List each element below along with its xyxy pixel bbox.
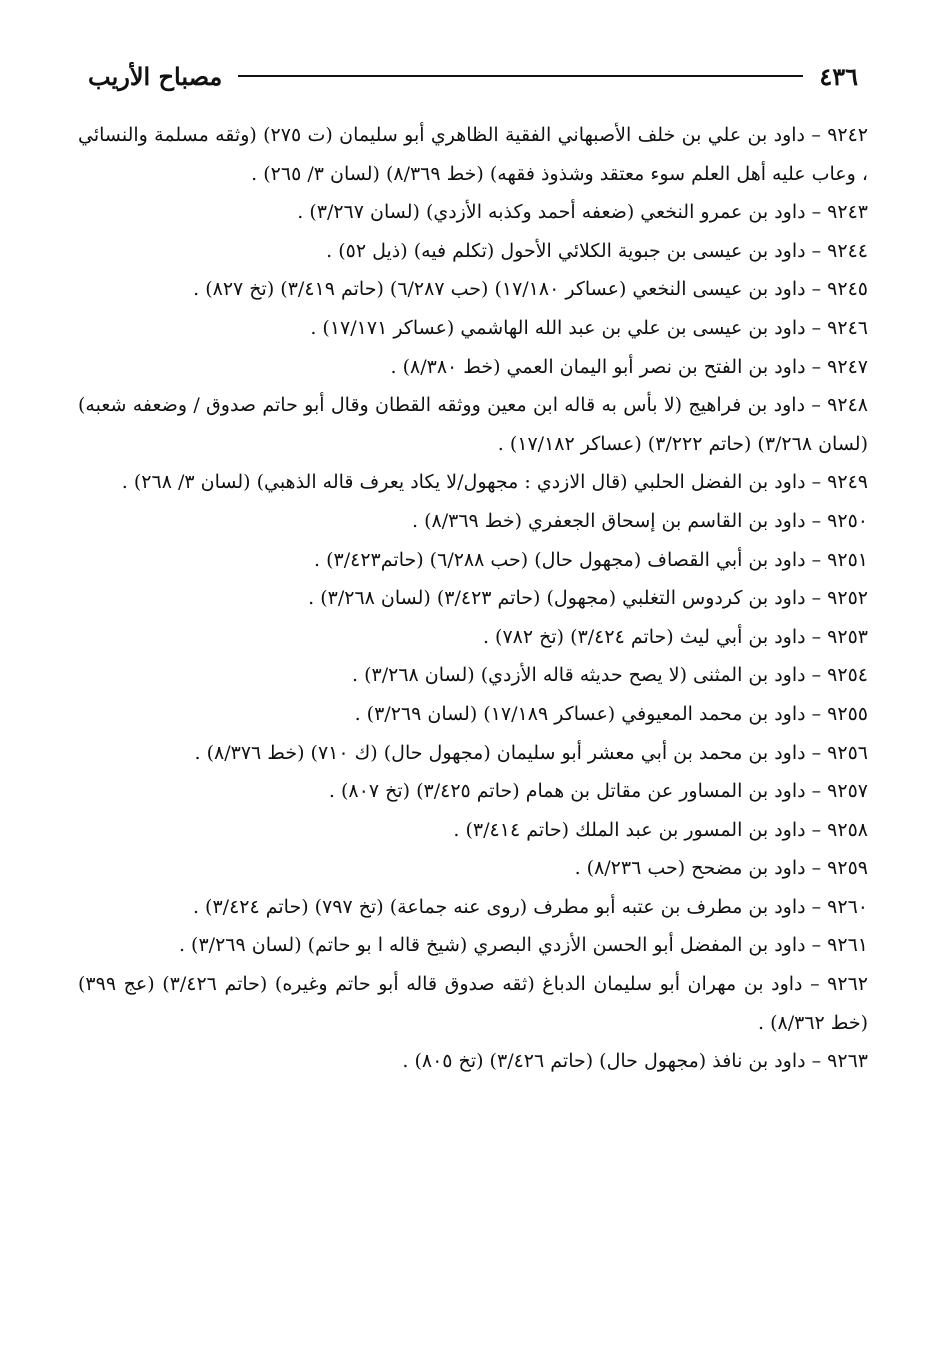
entry-9259: ٩٢٥٩ – داود بن مضحح (حب ٨/٢٣٦) . (574, 857, 868, 880)
entry-9245: ٩٢٤٥ – داود بن عيسى النخعي (عساكر ١٧/١٨٠) (حب ٦/٢٨٧) (حاتم ٣/٤١٩) (تخ ٨٢٧) . (193, 278, 868, 301)
entry-9263: ٩٢٦٣ – داود بن نافذ (مجهول حال) (حاتم ٣/٤٢٦) (تخ ٨٠٥) . (402, 1050, 868, 1073)
entry-9261: ٩٢٦١ – داود بن المفضل أبو الحسن الأزدي البصري (شيخ قاله ا بو حاتم) (لسان ٣/٢٦٩) . (178, 934, 868, 957)
entry-9250: ٩٢٥٠ – داود بن القاسم بن إسحاق الجعفري (خط ٨/٣٦٩) . (412, 509, 868, 532)
entry-9258: ٩٢٥٨ – داود بن المسور بن عبد الملك (حاتم ٣/٤١٤) . (453, 818, 868, 841)
entry-9251: ٩٢٥١ – داود بن أبي القصاف (مجهول حال) (حب ٦/٢٨٨) (حاتم٣/٤٢٣) . (314, 548, 868, 571)
entry-9253: ٩٢٥٣ – داود بن أبي ليث (حاتم ٣/٤٢٤) (تخ ٧٨٢) . (482, 625, 868, 648)
entry-9242: ٩٢٤٢ – داود بن علي بن خلف الأصبهاني الفقية الظاهري أبو سليمان (ت ٢٧٥) (وثقه مسلمة والنسائي ، وعاب عليه أهل العلم سوء معتقد وشذوذ فقهه) (خط ٨/٣٦٩) (لسان ٣/ ٢٦٥) . (78, 124, 869, 185)
running-header (88, 56, 858, 96)
entry-9248: ٩٢٤٨ – داود بن فراهيج (لا بأس به قاله ابن معين ووثقه القطان وقال أبو حاتم صدوق / وضعفه شعبه) (لسان ٣/٢٦٨) (حاتم ٣/٢٢٢) (عساكر ١٧/١٨٢) . (78, 394, 868, 455)
entries-list (78, 116, 868, 1081)
header-rule (238, 75, 803, 77)
entry-9247: ٩٢٤٧ – داود بن الفتح بن نصر أبو اليمان العمي (خط ٨/٣٨٠) . (390, 355, 868, 378)
entry-9256: ٩٢٥٦ – داود بن محمد بن أبي معشر أبو سليمان (مجهول حال) (ك ٧١٠) (خط ٨/٣٧٦) . (194, 741, 868, 764)
entry-9252: ٩٢٥٢ – داود بن كردوس التغلبي (مجهول) (حاتم ٣/٤٢٣) (لسان ٣/٢٦٨) . (308, 587, 868, 610)
entry-9249: ٩٢٤٩ – داود بن الفضل الحلبي (قال الازدي : مجهول/لا يكاد يعرف قاله الذهبي) (لسان ٣/ ٢٦٨) . (121, 471, 868, 494)
entry-9257: ٩٢٥٧ – داود بن المساور عن مقاتل بن همام (حاتم ٣/٤٢٥) (تخ ٨٠٧) . (328, 780, 868, 803)
entry-9254: ٩٢٥٤ – داود بن المثنى (لا يصح حديثه قاله الأزدي) (لسان ٣/٢٦٨) . (352, 664, 868, 687)
entry-9243: ٩٢٤٣ – داود بن عمرو النخعي (ضعفه أحمد وكذبه الأزدي) (لسان ٣/٢٦٧) . (297, 201, 868, 224)
book-title: مصباح الأريب (88, 61, 223, 91)
entry-9260: ٩٢٦٠ – داود بن مطرف بن عتبه أبو مطرف (روى عنه جماعة) (تخ ٧٩٧) (حاتم ٣/٤٢٤) . (192, 895, 868, 918)
entry-9255: ٩٢٥٥ – داود بن محمد المعيوفي (عساكر ١٧/١٨٩) (لسان ٣/٢٦٩) . (354, 702, 868, 725)
entry-9246: ٩٢٤٦ – داود بن عيسى بن علي بن عبد الله الهاشمي (عساكر ١٧/١٧١) . (310, 316, 868, 339)
page-number: ٤٣٦ (819, 61, 858, 91)
entry-9244: ٩٢٤٤ – داود بن عيسى بن جبوية الكلائي الأحول (تكلم فيه) (ذيل ٥٢) . (326, 239, 868, 262)
entry-9262: ٩٢٦٢ – داود بن مهران أبو سليمان الدباغ (ثقه صدوق قاله أبو حاتم وغيره) (حاتم ٣/٤٢٦) (عج ٣٩٩) (خط ٨/٣٦٢) . (78, 973, 868, 1034)
